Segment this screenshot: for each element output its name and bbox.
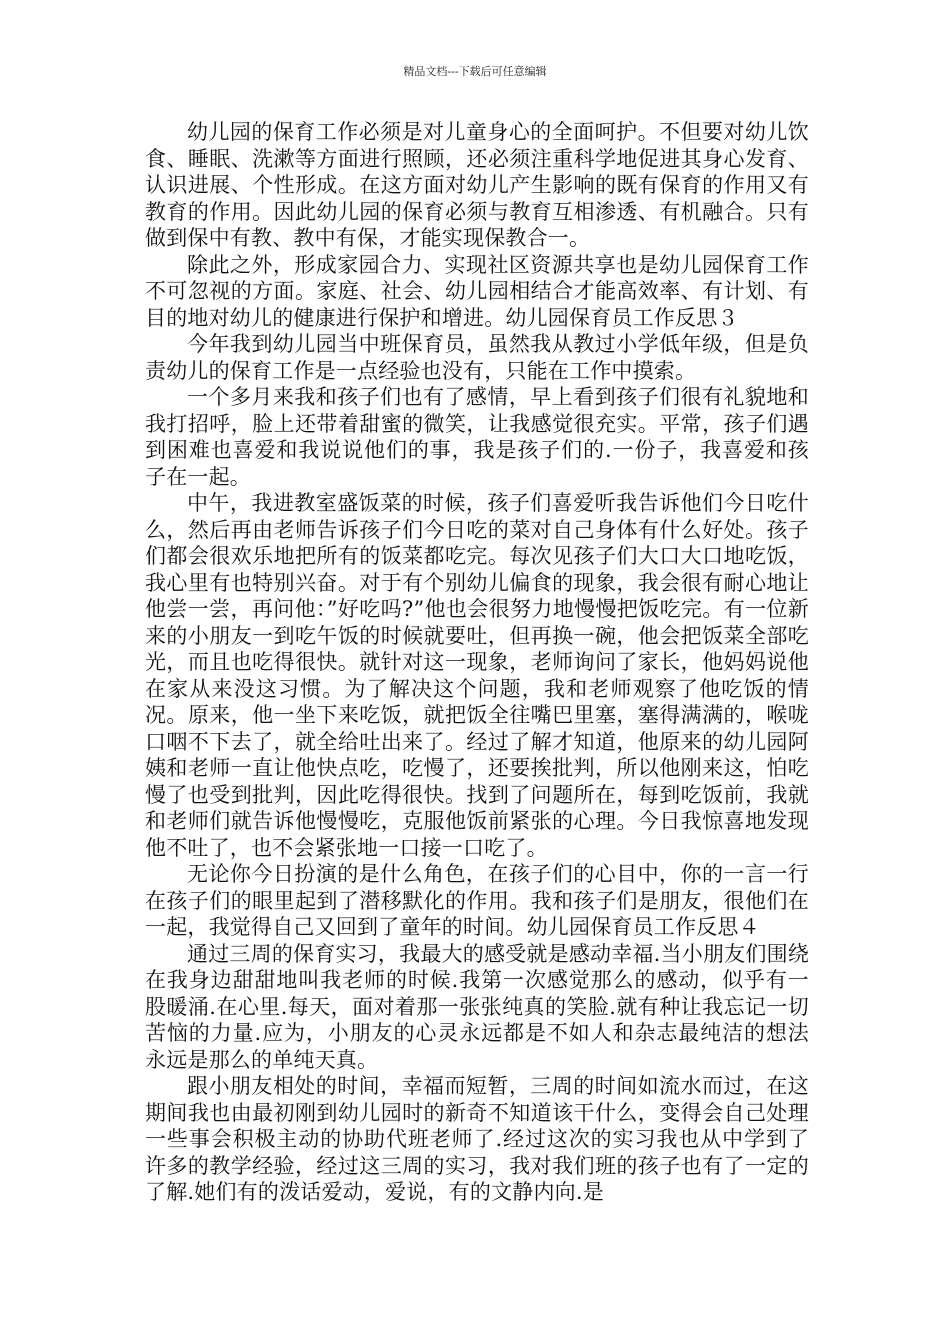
paragraph: 无论你今日扮演的是什么角色，在孩子们的心目中，你的一言一行在孩子们的眼里起到了潜移默化的作用。我和孩子们是朋友，很他们在一起，我觉得自己又回到了童年的时间。幼儿园保育员工作反思４ — [145, 862, 809, 939]
paragraph: 跟小朋友相处的时间，幸福而短暂，三周的时间如流水而过，在这期间我也由最初刚到幼儿园时的新奇不知道该干什么，变得会自己处理一些事会积极主动的协助代班老师了.经过这次的实习我也从中学到了许多的教学经验，经过这三周的实习，我对我们班的孩子也有了一定的了解.她们有的泼话爱动，爱说，有的文静内向.是 — [145, 1074, 809, 1204]
paragraph: 今年我到幼儿园当中班保育员，虽然我从教过小学低年级，但是负责幼儿的保育工作是一点经验也没有，只能在工作中摸索。 — [145, 332, 809, 383]
paragraph: 中午，我进教室盛饭菜的时候，孩子们喜爱听我告诉他们今日吃什么，然后再由老师告诉孩子们今日吃的菜对自己身体有什么好处。孩子们都会很欢乐地把所有的饭菜都吃完。每次见孩子们大口大口地吃饭，我心里有也特别兴奋。对于有个别幼儿偏食的现象，我会很有耐心地让他尝一尝，再问他：”好吃吗?”他也会很努力地慢慢把饭吃完。有一位新来的小朋友一到吃午饭的时候就要吐，但再换一碗，他会把饭菜全部吃光，而且也吃得很快。就针对这一现象，老师询问了家长，他妈妈说他在家从来没这习惯。为了解决这个问题，我和老师观察了他吃饭的情况。原来，他一坐下来吃饭，就把饭全往嘴巴里塞，塞得满满的，喉咙口咽不下去了，就全给吐出来了。经过了解才知道，他原来的幼儿园阿姨和老师一直让他快点吃，吃慢了，还要挨批判，所以他刚来这，怕吃慢了也受到批判，因此吃得很快。找到了问题所在，每到吃饭前，我就和老师们就告诉他慢慢吃，克服他饭前紧张的心理。今日我惊喜地发现他不吐了，也不会紧张地一口接一口吃了。 — [145, 491, 809, 860]
paragraph: 除此之外，形成家园合力、实现社区资源共享也是幼儿园保育工作不可忽视的方面。家庭、社会、幼儿园相结合才能高效率、有计划、有目的地对幼儿的健康进行保护和增进。幼儿园保育员工作反思３ — [145, 252, 809, 330]
paragraph: 通过三周的保育实习，我最大的感受就是感动幸福.当小朋友们围绕在我身边甜甜地叫我老师的时候.我第一次感觉那么的感动，似乎有一股暖涌.在心里.每天，面对着那一张张纯真的笑脸.就有种让我忘记一切苦恼的力量.应为，小朋友的心灵永远都是不如人和杂志最纯洁的想法永远是那么的单纯天真。 — [145, 941, 809, 1072]
paragraph: 一个多月来我和孩子们也有了感情，早上看到孩子们很有礼貌地和我打招呼，脸上还带着甜蜜的微笑，让我感觉很充实。平常，孩子们遇到困难也喜爱和我说说他们的事，我是孩子们的.一份子，我喜爱和孩子在一起。 — [145, 385, 809, 489]
paragraph: 幼儿园的保育工作必须是对儿童身心的全面呵护。不但要对幼儿饮食、睡眠、洗漱等方面进行照顾，还必须注重科学地促进其身心发育、认识进展、个性形成。在这方面对幼儿产生影响的既有保育的作用又有教育的作用。因此幼儿园的保育必须与教育互相渗透、有机融合。只有做到保中有教、教中有保，才能实现保教合一。 — [145, 120, 809, 250]
page-header: 精品文档---下载后可任意编辑 — [403, 65, 547, 78]
document-body — [145, 119, 809, 1206]
